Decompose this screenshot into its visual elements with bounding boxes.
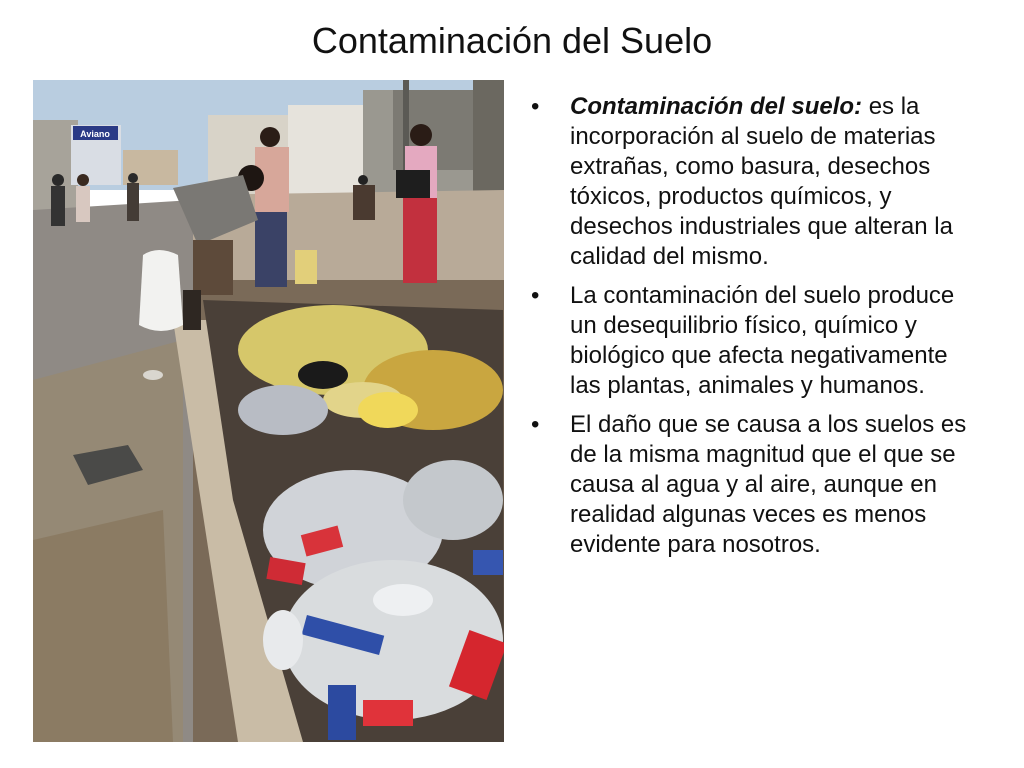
bullet-text: es la incorporación al suelo de materias extrañas, como basura, desechos tóxicos, productos químicos, y desechos industriales que alteran la calidad del mismo.	[570, 93, 953, 270]
bullet-text: El daño que se causa a los suelos es de la misma magnitud que el que se causa al agua y al aire, aunque en realidad algunas veces es menos evidente para nosotros.	[570, 411, 967, 558]
bullet-text: La contaminación del suelo produce un desequilibrio físico, químico y biológico que afecta negativamente las plantas, animales y humanos.	[570, 282, 955, 399]
building-sign-text: Aviano	[80, 129, 110, 139]
bullet-list	[531, 92, 976, 569]
bullet-item	[531, 281, 976, 401]
bullet-item	[531, 410, 976, 560]
bullet-dot: •	[531, 411, 540, 438]
street-garbage-photo	[33, 80, 504, 742]
bullet-term: Contaminación del suelo:	[570, 93, 863, 120]
bullet-dot: •	[531, 282, 540, 309]
bullet-dot: •	[531, 93, 540, 120]
bullet-item	[531, 92, 976, 272]
slide-title: Contaminación del Suelo	[311, 20, 713, 61]
